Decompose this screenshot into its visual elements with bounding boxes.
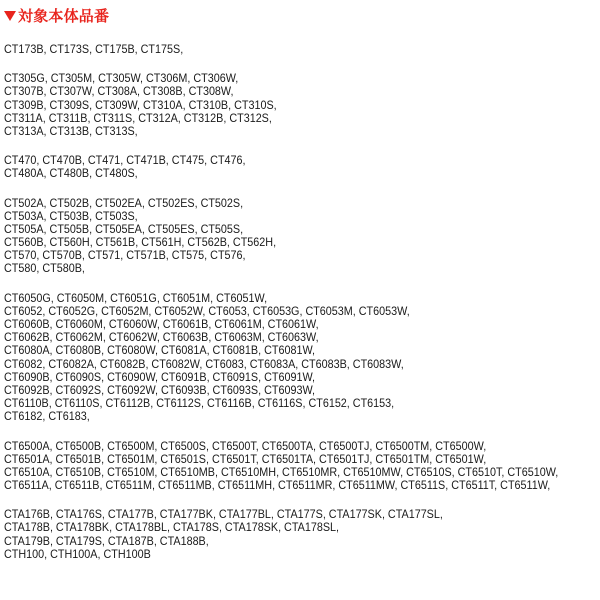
model-number-group bbox=[4, 440, 599, 493]
model-number-line: CT305G, CT305M, CT305W, CT306M, CT306W, bbox=[4, 72, 239, 86]
model-number-line: CT560B, CT560H, CT561B, CT561H, CT562B, CT562H, bbox=[4, 236, 277, 250]
model-number-line: CT502A, CT502B, CT502EA, CT502ES, CT502S, bbox=[4, 196, 244, 210]
model-number-line: CT505A, CT505B, CT505EA, CT505ES, CT505S, bbox=[4, 222, 244, 236]
model-number-group bbox=[4, 72, 599, 138]
model-number-line: CT570, CT570B, CT571, CT571B, CT575, CT576, bbox=[4, 249, 246, 263]
model-number-line: CT6062B, CT6062M, CT6062W, CT6063B, CT6063M, CT6063W, bbox=[4, 331, 319, 345]
model-number-line: CT503A, CT503B, CT503S, bbox=[4, 209, 138, 223]
model-number-line: CT580, CT580B, bbox=[4, 262, 85, 276]
model-number-line: CT6060B, CT6060M, CT6060W, CT6061B, CT6061M, CT6061W, bbox=[4, 318, 319, 331]
model-number-group bbox=[4, 292, 599, 424]
down-triangle-icon bbox=[4, 11, 16, 21]
model-number-line: CT311A, CT311B, CT311S, CT312A, CT312B, CT312S, bbox=[4, 111, 272, 125]
model-number-line: CTH100, CTH100A, CTH100B bbox=[4, 547, 151, 561]
model-number-line: CT6500A, CT6500B, CT6500M, CT6500S, CT6500T, CT6500TA, CT6500TJ, CT6500TM, CT6500W, bbox=[4, 439, 487, 453]
model-number-line: CT6511A, CT6511B, CT6511M, CT6511MB, CT6511MH, CT6511MR, CT6511MW, CT6511S, CT6511T, CT6511W, bbox=[4, 479, 551, 493]
model-number-line: CT6110B, CT6110S, CT6112B, CT6112S, CT6116B, CT6116S, CT6152, CT6153, bbox=[4, 397, 395, 411]
section-heading-text: 対象本体品番 bbox=[18, 7, 110, 25]
model-number-line: CT6082, CT6082A, CT6082B, CT6082W, CT6083, CT6083A, CT6083B, CT6083W, bbox=[4, 357, 404, 371]
model-number-line: CT173B, CT173S, CT175B, CT175S, bbox=[4, 43, 184, 56]
model-number-line: CT6080A, CT6080B, CT6080W, CT6081A, CT6081B, CT6081W, bbox=[4, 344, 316, 358]
model-number-line: CT6052, CT6052G, CT6052M, CT6052W, CT6053, CT6053G, CT6053M, CT6053W, bbox=[4, 304, 410, 318]
model-number-line: CTA178B, CTA178BK, CTA178BL, CTA178S, CTA178SK, CTA178SL, bbox=[4, 521, 340, 535]
model-number-line: CT313A, CT313B, CT313S, bbox=[4, 124, 138, 138]
model-number-line: CT309B, CT309S, CT309W, CT310A, CT310B, CT310S, bbox=[4, 98, 277, 112]
model-number-group bbox=[4, 508, 599, 561]
model-number-line: CTA176B, CTA176S, CTA177B, CTA177BK, CTA177BL, CTA177S, CTA177SK, CTA177SL, bbox=[4, 508, 443, 522]
model-number-line: CT480A, CT480B, CT480S, bbox=[4, 167, 138, 181]
model-number-line: CT6501A, CT6501B, CT6501M, CT6501S, CT6501T, CT6501TA, CT6501TJ, CT6501TM, CT6501W, bbox=[4, 452, 487, 466]
model-number-group bbox=[4, 197, 599, 276]
model-number-line: CT470, CT470B, CT471, CT471B, CT475, CT476, bbox=[4, 154, 246, 168]
model-number-group bbox=[4, 43, 599, 56]
model-number-line: CT6050G, CT6050M, CT6051G, CT6051M, CT6051W, bbox=[4, 291, 268, 305]
section-heading bbox=[3, 4, 600, 28]
model-number-group bbox=[4, 154, 599, 180]
model-number-line: CT307B, CT307W, CT308A, CT308B, CT308W, bbox=[4, 85, 234, 99]
model-number-line: CT6510A, CT6510B, CT6510M, CT6510MB, CT6510MH, CT6510MR, CT6510MW, CT6510S, CT6510T, CT6510W, bbox=[4, 465, 559, 479]
model-number-list bbox=[4, 43, 599, 561]
model-number-line: CT6182, CT6183, bbox=[4, 410, 90, 424]
model-number-line: CT6090B, CT6090S, CT6090W, CT6091B, CT6091S, CT6091W, bbox=[4, 370, 316, 384]
model-number-line: CTA179B, CTA179S, CTA187B, CTA188B, bbox=[4, 534, 209, 548]
model-number-line: CT6092B, CT6092S, CT6092W, CT6093B, CT6093S, CT6093W, bbox=[4, 383, 316, 397]
